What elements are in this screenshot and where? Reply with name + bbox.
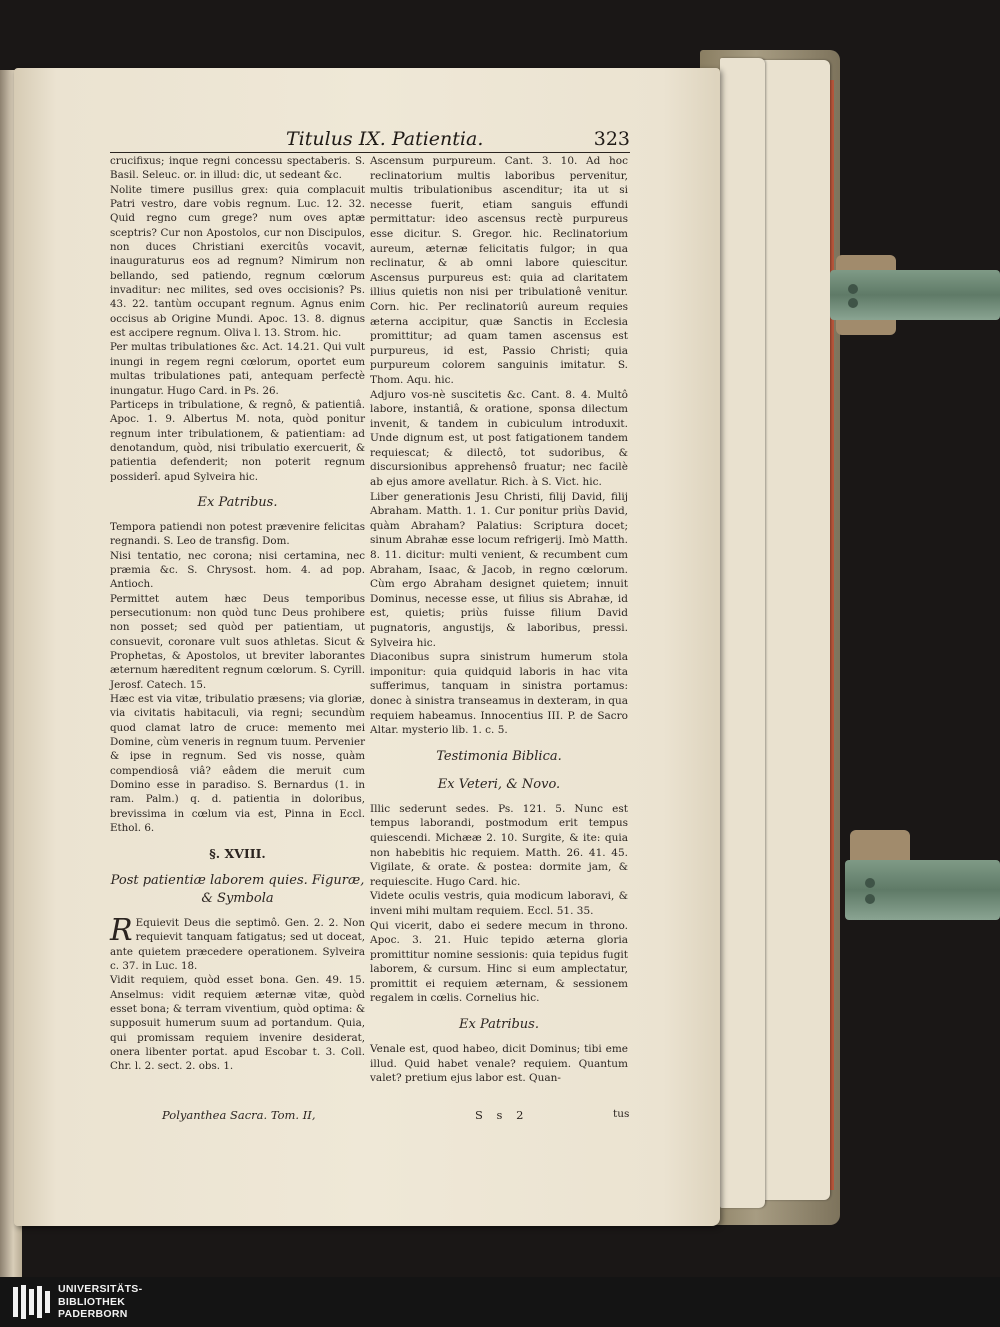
section-heading: Ex Patribus. (459, 1017, 539, 1033)
drop-cap: R (110, 912, 133, 948)
footer-title: Polyanthea Sacra. Tom. II, (162, 1108, 316, 1122)
page-edge (720, 58, 765, 1208)
paragraph: Nolite timere pusillus grex: quia complacuit Patri vestro, dare vobis regnum. Luc. 12. 32. Quid regno cum grege? num oves aptæ sceptris? Cur non Apostolos, cur non Discipulos, non duces Christiani exercitûs vocavit, inauguraturus eos ad regnum? Nimirum non bellando, sed patiendo, regnum cœlorum invaditur: nec milites, sed oves occisionis? Ps. 43. 22. tantùm occupant regnum. Agnus enim occisus ab Origine Mundi. Apoc. 13. 8. dignus est accipere regnum. Oliva l. 13. Strom. hic. (110, 183, 365, 340)
library-footer-bar (0, 1277, 1000, 1327)
clasp-metal (845, 860, 1000, 920)
right-text-column (370, 154, 628, 1086)
section-number: §. XVIII. (209, 846, 266, 862)
section-heading: Ex Patribus. (197, 494, 278, 510)
signature-mark: S s 2 (475, 1108, 529, 1122)
paragraph: Hæc est via vitæ, tribulatio præsens; via gloriæ, via civitatis habitaculi, via regni; secundùm quod clamat latro de cruce: memento mei Domine, cùm veneris in regnum tuum. Pervenier & ipse in regnum. Sed vis nosse, quàm compendiosâ viâ? eâdem die meruit cum Domino esse in paradiso. S. Bernardus (1. in ram. Palm.) q. d. patientia in doloribus, brevissima in cœlum via est, Pinna in Eccl. Ethol. 6. (110, 693, 365, 835)
library-name-line: UNIVERSITÄTS- (58, 1283, 143, 1295)
page-number: 323 (593, 128, 630, 150)
left-text-column (110, 154, 365, 1074)
section-heading: Ex Veteri, & Novo. (437, 776, 561, 792)
paragraph: Particeps in tribulatione, & regnô, & patientiâ. Apoc. 1. 9. Albertus M. nota, quòd ponitur regnum inter tribulationem, & patientiam: ad denotandum, quòd, nisi tribulatio exercuerit, & patientia defenderit; non poterit regnum possiderî. apud Sylveira hic. (110, 398, 365, 483)
paragraph: Videte oculis vestris, quia modicum laboravi, & inveni mihi multam requiem. Eccl. 51. 35. (370, 890, 628, 917)
clasp-metal (830, 270, 1000, 320)
library-name-line: PADERBORN (58, 1308, 128, 1320)
paragraph: Adjuro vos-nè suscitetis &c. Cant. 8. 4. Multô labore, instantiâ, & oratione, sponsa dilectum invenit, & tandem in cubiculum introduxit. Unde dignum est, ut post fatigationem tandem requiescat; & dilectô, tot sudoribus, & discursionibus apprehensô fruatur; nec facilè ab ejus amore avellatur. Rich. à S. Vict. hic. (370, 388, 628, 489)
library-logo-icon (13, 1283, 51, 1321)
section-heading: Post patientiæ laborem quies. Figuræ, & Symbola (110, 872, 365, 906)
section-heading: Testimonia Biblica. (436, 748, 562, 764)
paragraph: Ascensum purpureum. Cant. 3. 10. Ad hoc reclinatorium multis laboribus pervenitur, multis tribulationibus ascenditur; ita ut si necesse fuerit, etiam sanguis effundi permittatur: ideo ascensus rectè purpureus esse dicitur. S. Gregor. hic. Reclinatorium aureum, æternæ felicitatis fulgor; in qua reclinatur, & ab omni labore quiescitur. Ascensus purpureus est: quia ad claritatem illius quietis non nisi per tribulationê venitur. Corn. hic. Per reclinatoriû aureum requies æterna accipitur, quæ Sanctis in Ecclesia promittitur; ad quam tamen ascensus est purpureus, id est, Passio Christi; quia purpureum colorem sanguinis imitatur. S. Thom. Aqu. hic. (370, 155, 628, 386)
paragraph: Diaconibus supra sinistrum humerum stola imponitur: quia quidquid laboris in hac vita sufferimus, tanquam in sinistra portamus: donec à sinistra transeamus in dexteram, in qua requiem habeamus. Innocentius III. P. de Sacro Altar. mysterio lib. 1. c. 5. (370, 651, 628, 737)
page-title: Titulus IX. Patientia. (286, 128, 484, 150)
library-name-line: BIBLIOTHEK (58, 1295, 126, 1308)
paragraph: Illic sederunt sedes. Ps. 121. 5. Nunc est tempus laborandi, postmodum erit tempus quiescendi. Michææ 2. 10. Surgite, & ite: quia non habebitis hic requiem. Matth. 26. 41. 45. Vigilate, & orate. & postea: dormite jam, & requiescite. Hugo Card. hic. (370, 802, 628, 888)
paragraph: Qui vicerit, dabo ei sedere mecum in throno. Apoc. 3. 21. Huic tepido æterna gloria promittitur nomine sessionis: quia tepidus fugit laborem, & cursum. Hinc si eum amplectatur, promittit ei requiem æternam, & sessionem regalem in cœlis. Cornelius hic. (370, 919, 628, 1005)
paragraph (110, 912, 365, 973)
paragraph: Venale est, quod habeo, dicit Dominus; tibi eme illud. Quid habet venale? requiem. Quantum valet? pretium ejus labor est. Quan- (370, 1043, 628, 1085)
paragraph: Tempora patiendi non potest prævenire felicitas regnandi. S. Leo de transfig. Dom. (110, 520, 365, 548)
paragraph-text: Equievit Deus die septimô. Gen. 2. 2. Non requievit tanquam fatigatus; sed ut doceat, ante quietem præcedere operationem. Sylveira c. 37. in Luc. 18. (110, 916, 365, 972)
paragraph: Vidit requiem, quòd esset bona. Gen. 49. 15. Anselmus: vidit requiem æternæ vitæ, quòd esset bona; & terram viventium, quòd optima: & supposuit humerum suum ad portandum. Quia, qui promissam requiem invenire desiderat, onera libenter portat. apud Escobar t. 3. Coll. Chr. l. 2. sect. 2. obs. 1. (110, 974, 365, 1073)
paragraph: Liber generationis Jesu Christi, filij David, filij Abraham. Matth. 1. 1. Cur ponitur priùs David, quàm Abraham? Palatius: Scriptura docet; sinum Abrahæ esse locum refrigerij. Imò Matth. 8. 11. dicitur: multi venient, & recumbent cum Abraham, Isaac, & Jacob, in regno cœlorum. Cùm ergo Abraham designet quietem; innuit Dominus, necesse esse, ut filius sis Abrahæ, id est, quietis; priùs fuisse filium David pugnatoris, angustijs, & laboribus, pressi. Sylveira hic. (370, 490, 628, 649)
library-name (58, 1283, 142, 1321)
running-header (110, 128, 630, 153)
paragraph: crucifixus; inque regni concessu spectaberis. S. Basil. Seleuc. or. in illud: dic, ut sedeant &c. (110, 155, 365, 182)
paragraph: Nisi tentatio, nec corona; nisi certamina, nec præmia &c. S. Chrysost. hom. 4. ad pop. Antioch. (110, 549, 365, 591)
catchword: tus (613, 1108, 630, 1120)
paragraph: Per multas tribulationes &c. Act. 14.21. Qui vult inungi in regem regni cœlorum, oportet eum multas tribulationes pati, antequam perfectè inungatur. Hugo Card. in Ps. 26. (110, 341, 365, 397)
paragraph: Permittet autem hæc Deus temporibus persecutionum: non quòd tunc Deus prohibere non posset; sed quòd per patientiam, ut consuevit, coronare vult suos athletas. Sicut & Prophetas, & Apostolos, ut breviter laborantes æternum hæreditent regnum cœlorum. S. Cyrill. Jerosf. Catech. 15. (110, 592, 365, 691)
